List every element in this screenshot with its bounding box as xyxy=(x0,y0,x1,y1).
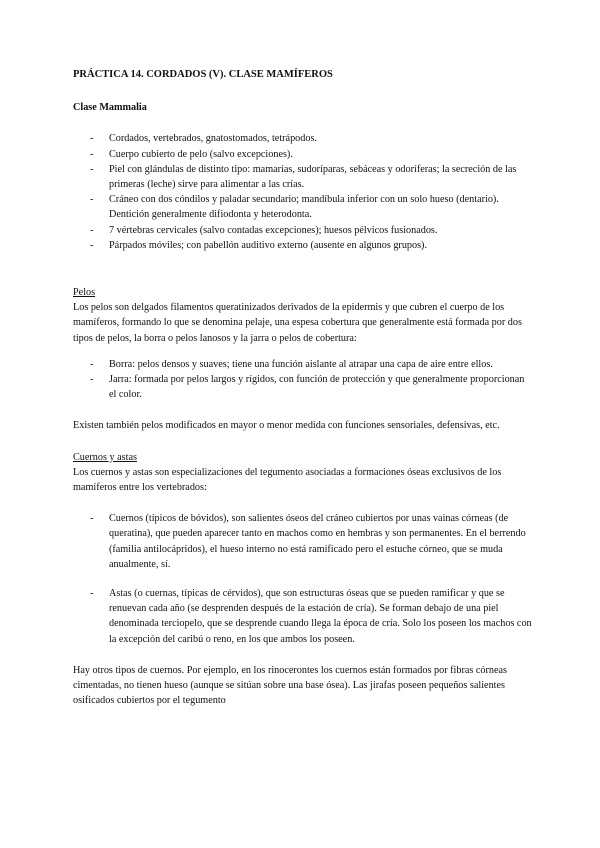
list-item-text: Cuernos (típicos de bóvidos), son salientes óseos del cráneo cubiertos por unas vainas córneas (de queratina), que pueden aparecer tanto en machos como en hembras y son permanentes. En el berrendo (familia antilocápridos), el hueso interno no está ramificado pero el estuche córneo, que se muda anualmente, sí. xyxy=(109,513,526,570)
list-item xyxy=(73,372,533,402)
cuernos-paragraph: Los cuernos y astas son especializaciones del tegumento asociadas a formaciones óseas exclusivos de los mamíferos entre los vertebrados: xyxy=(73,466,502,494)
bullet-dash: - xyxy=(90,358,94,370)
list-item xyxy=(73,162,533,192)
class-subtitle: Clase Mammalia xyxy=(73,102,147,114)
list-item xyxy=(73,511,533,572)
intro-list xyxy=(73,131,533,253)
bullet-dash: - xyxy=(90,148,94,160)
document-content xyxy=(73,67,533,709)
bullet-dash: - xyxy=(90,588,94,600)
list-item-text: Astas (o cuernas, típicas de cérvidos), que son estructuras óseas que se pueden ramificar y que se renuevan cada año (se desprenden después de la estación de cría). Se forman debajo de una piel denominada terciopelo, que se desprende cuando llega la época de cría. Solo los poseen los machos con la excepción del caribú o reno, en los que ambos los poseen. xyxy=(109,588,532,645)
list-item-text: Jarra: formada por pelos largos y rígidos, con función de protección y que generalmente proporcionan el color. xyxy=(109,374,525,401)
bullet-dash: - xyxy=(90,133,94,145)
list-item xyxy=(73,586,533,647)
list-item xyxy=(73,192,533,222)
list-item xyxy=(73,147,533,162)
pelos-paragraph: Los pelos son delgados filamentos queratinizados derivados de la epidermis y que cubren el cuerpo de los mamíferos, formando lo que se denomina pelaje, una espesa cobertura que generalmente está formada por dos tipos de pelos, la borra o pelos lanosos y la jarra o pelos de cobertura: xyxy=(73,302,522,344)
list-item-text: 7 vértebras cervicales (salvo contadas excepciones); huesos pélvicos fusionados. xyxy=(109,224,438,236)
cuernos-list xyxy=(73,511,533,647)
list-item xyxy=(73,238,533,253)
list-item-text: Cuerpo cubierto de pelo (salvo excepciones). xyxy=(109,148,293,160)
pelos-closing-paragraph: Existen también pelos modificados en mayor o menor medida con funciones sensoriales, defensivas, etc. xyxy=(73,420,500,432)
bullet-dash: - xyxy=(90,194,94,206)
list-item-text: Borra: pelos densos y suaves; tiene una función aislante al atrapar una capa de aire entre ellos. xyxy=(109,358,493,370)
bullet-dash: - xyxy=(90,513,94,525)
section-heading-cuernos: Cuernos y astas xyxy=(73,451,137,463)
list-item-text: Cráneo con dos cóndilos y paladar secundario; mandíbula inferior con un solo hueso (dentario). Dentición generalmente difiodonta y heterodonta. xyxy=(109,194,499,221)
list-item-text: Piel con glándulas de distinto tipo: mamarias, sudoríparas, sebáceas y odoríferas; la secreción de las primeras (leche) sirve para alimentar a las crías. xyxy=(109,163,517,191)
bullet-dash: - xyxy=(90,224,94,236)
list-item xyxy=(73,131,533,146)
list-item-text: Párpados móviles; con pabellón auditivo externo (ausente en algunos grupos). xyxy=(109,239,428,251)
list-item xyxy=(73,223,533,238)
bullet-dash: - xyxy=(90,163,94,175)
cuernos-closing-paragraph: Hay otros tipos de cuernos. Por ejemplo, en los rinocerontes los cuernos están formados por fibras córneas cimentadas, no tienen hueso (aunque se sitúan sobre una base ósea). Las jirafas poseen pequeños salientes osificados cubiertos por el tegumento xyxy=(73,664,507,707)
list-item-text: Cordados, vertebrados, gnatostomados, tetrápodos. xyxy=(109,133,317,145)
bullet-dash: - xyxy=(90,374,94,386)
bullet-dash: - xyxy=(90,239,94,251)
list-item xyxy=(73,357,533,372)
section-heading-pelos: Pelos xyxy=(73,287,96,299)
page-title: PRÁCTICA 14. CORDADOS (V). CLASE MAMÍFEROS xyxy=(73,69,333,80)
pelos-list xyxy=(73,357,533,403)
